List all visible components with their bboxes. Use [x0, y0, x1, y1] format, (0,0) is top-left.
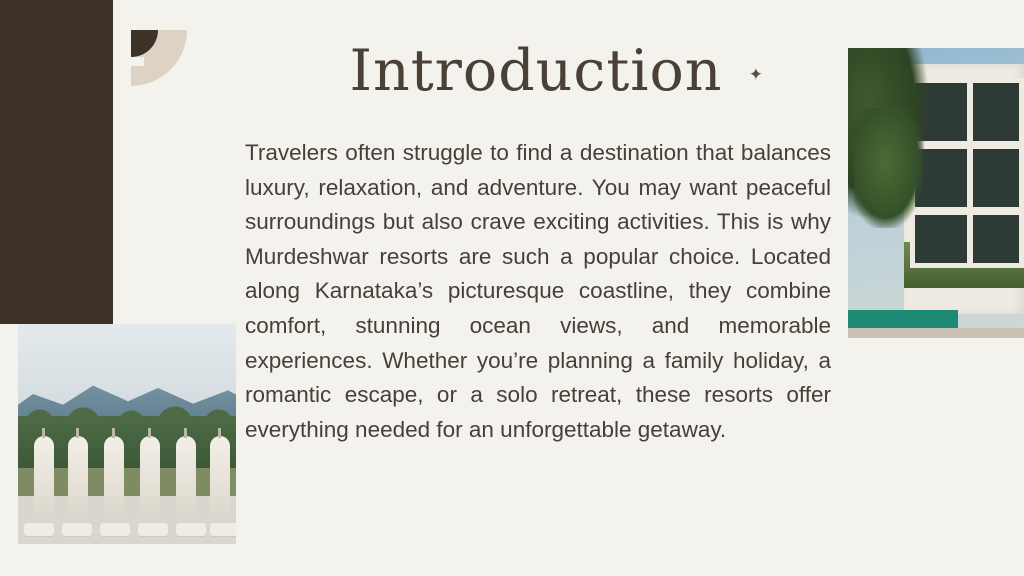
photo-palm-tree	[854, 108, 924, 228]
page-title-text: Introduction	[349, 38, 723, 104]
quarter-circle-mark-icon	[131, 30, 187, 86]
beach-umbrellas-photo	[18, 324, 236, 544]
photo-umbrella	[140, 436, 160, 514]
photo-umbrella	[34, 436, 54, 514]
photo-lounger	[210, 523, 236, 536]
photo-window	[968, 78, 1024, 146]
photo-lounger	[100, 523, 130, 536]
photo-umbrella	[104, 436, 124, 514]
photo-umbrella	[210, 436, 230, 514]
photo-lounger	[62, 523, 92, 536]
photo-window	[968, 144, 1024, 212]
photo-lounger	[24, 523, 54, 536]
photo-lounger	[138, 523, 168, 536]
photo-umbrella	[176, 436, 196, 514]
page-title	[236, 38, 836, 104]
resort-building-photo	[848, 48, 1024, 338]
body-paragraph: Travelers often struggle to find a destination that balances luxury, relaxation, and adventure. You may want peaceful surroundings but also crave exciting activities. This is why Murdeshwar resorts are such a popular choice. Located along Karnataka’s picturesque coastline, they combine comfort, stunning ocean views, and memorable experiences. Whether you’re planning a family holiday, a romantic escape, or a solo retreat, these resorts offer everything needed for an unforgettable getaway.	[245, 140, 831, 442]
left-dark-band	[0, 0, 113, 324]
photo-deck	[848, 328, 1024, 338]
photo-window	[968, 210, 1024, 268]
sparkle-icon: ✦	[748, 65, 764, 85]
quarter-circle-notch	[131, 57, 144, 66]
photo-umbrella	[68, 436, 88, 514]
photo-lounger	[176, 523, 206, 536]
